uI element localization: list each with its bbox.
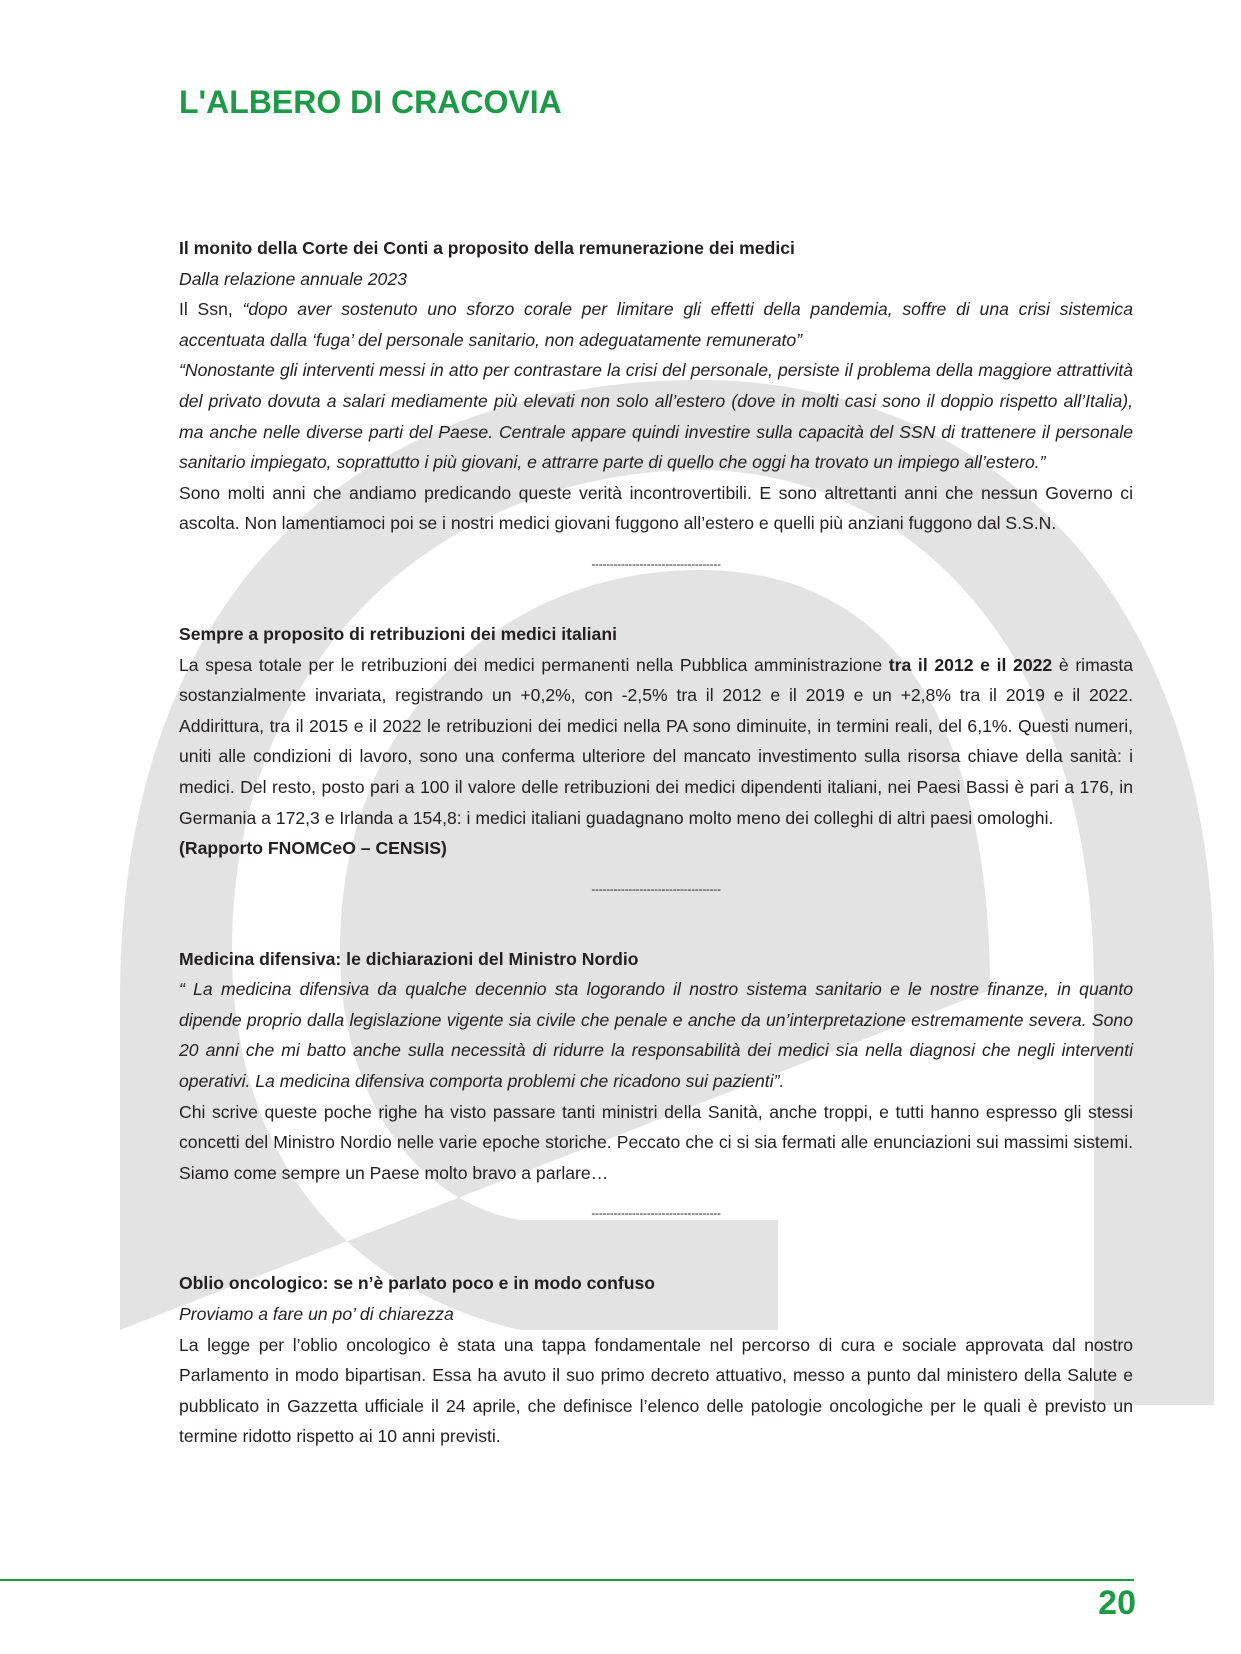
section-quote: “Nonostante gli interventi messi in atto per contrastare la crisi del personale, persiste il problema della maggiore attrattività del privato dovuta a salari mediamente più elevati non solo all’estero (dove in molti casi sono il doppio rispetto all’Italia), ma anche nelle diverse parti del Paese. Centrale appare quindi investire sulla capacità del SSN di trattenere il personale sanitario impiegato, soprattutto i più giovani, e attrarre parte di quello che oggi ha trovato un impiego all’estero.” [179,360,1133,473]
section-paragraph [179,650,1133,834]
paragraph-quote: “dopo aver sostenuto uno sforzo corale per limitare gli effetti della pandemia, soffre di una crisi sistemica accentuata dalla ‘fuga’ del personale sanitario, non adeguatamente remunerato” [179,299,1133,350]
section-oblio-oncologico [179,1268,1133,1452]
section-separator: ----------------------------------- [591,1206,721,1221]
paragraph-text: La spesa totale per le retribuzioni dei medici permanenti nella Pubblica amministrazione [179,654,889,675]
section-comment: Chi scrive queste poche righe ha visto passare tanti ministri della Sanità, anche troppi, e tutti hanno espresso gli stessi concetti del Ministro Nordio nelle varie epoche storiche. Peccato che ci si sia fermati alle enunciazioni sui massimi sistemi. Siamo come sempre un Paese molto bravo a parlare… [179,1101,1133,1183]
section-medicina-difensiva [179,944,1133,1189]
section-subtitle: Proviamo a fare un po’ di chiarezza [179,1304,454,1325]
section-quote: “ La medicina difensiva da qualche decennio sta logorando il nostro sistema sanitario e le nostre finanze, in quanto dipende proprio dalla legislazione vigente sia civile che penale e anche da un’interpretazione estremamente severa. Sono 20 anni che mi batto anche sulla necessità di ridurre la responsabilità dei medici sia nella diagnosi che negli interventi operativi. La medicina difensiva comporta problemi che ricadono sui pazienti”. [179,979,1133,1092]
section-title: Medicina difensiva: le dichiarazioni del Ministro Nordio [179,948,639,969]
paragraph-text: è rimasta sostanzialmente invariata, registrando un +0,2%, con -2,5% tra il 2012 e il 2019 e un +2,8% tra il 2019 e il 2022. Addirittura, tra il 2015 e il 2022 le retribuzioni dei medici nella PA sono diminuite, in termini reali, del 6,1%. Questi numeri, uniti alle condizioni di lavoro, sono una conferma ulteriore del mancato investimento sulla risorsa chiave della sanità: i medici. Del resto, posto pari a 100 il valore delle retribuzioni dei medici dipendenti italiani, nei Paesi Bassi è pari a 176, in Germania a 172,3 e Irlanda a 154,8: i medici italiani guadagnano molto meno dei colleghi di altri paesi omologhi. [179,654,1133,828]
section-source: (Rapporto FNOMCeO – CENSIS) [179,838,447,859]
section-paragraph [179,294,1133,355]
section-title: Il monito della Corte dei Conti a proposito della remunerazione dei medici [179,238,795,258]
paragraph-bold-text: tra il 2012 e il 2022 [888,654,1053,675]
page-title: L'ALBERO DI CRACOVIA [179,84,562,120]
section-corte-dei-conti [179,233,1133,539]
footer-divider [0,1579,1134,1581]
section-paragraph: La legge per l’oblio oncologico è stata una tappa fondamentale nel percorso di cura e sociale approvata dal nostro Parlamento in modo bipartisan. Essa ha avuto il suo primo decreto attuativo, messo a punto dal ministero della Salute e pubblicato in Gazzetta ufficiale il 24 aprile, che definisce l’elenco delle patologie oncologiche per le quali è previsto un termine ridotto rispetto ai 10 anni previsti. [179,1334,1133,1447]
section-subtitle: Dalla relazione annuale 2023 [179,268,407,289]
paragraph-prefix: Il Ssn, [179,299,243,320]
section-title: Sempre a proposito di retribuzioni dei medici italiani [179,623,617,644]
page-number: 20 [1098,1584,1136,1622]
article-content [179,233,1133,1452]
section-separator: ----------------------------------- [591,881,721,896]
section-retribuzioni [179,619,1133,864]
section-comment: Sono molti anni che andiamo predicando queste verità incontrovertibili. E sono altrettanti anni che nessun Governo ci ascolta. Non lamentiamoci poi se i nostri medici giovani fuggono all’estero e quelli più anziani fuggono dal S.S.N. [179,482,1133,534]
section-title: Oblio oncologico: se n’è parlato poco e in modo confuso [179,1273,656,1294]
section-separator: ----------------------------------- [591,556,721,571]
